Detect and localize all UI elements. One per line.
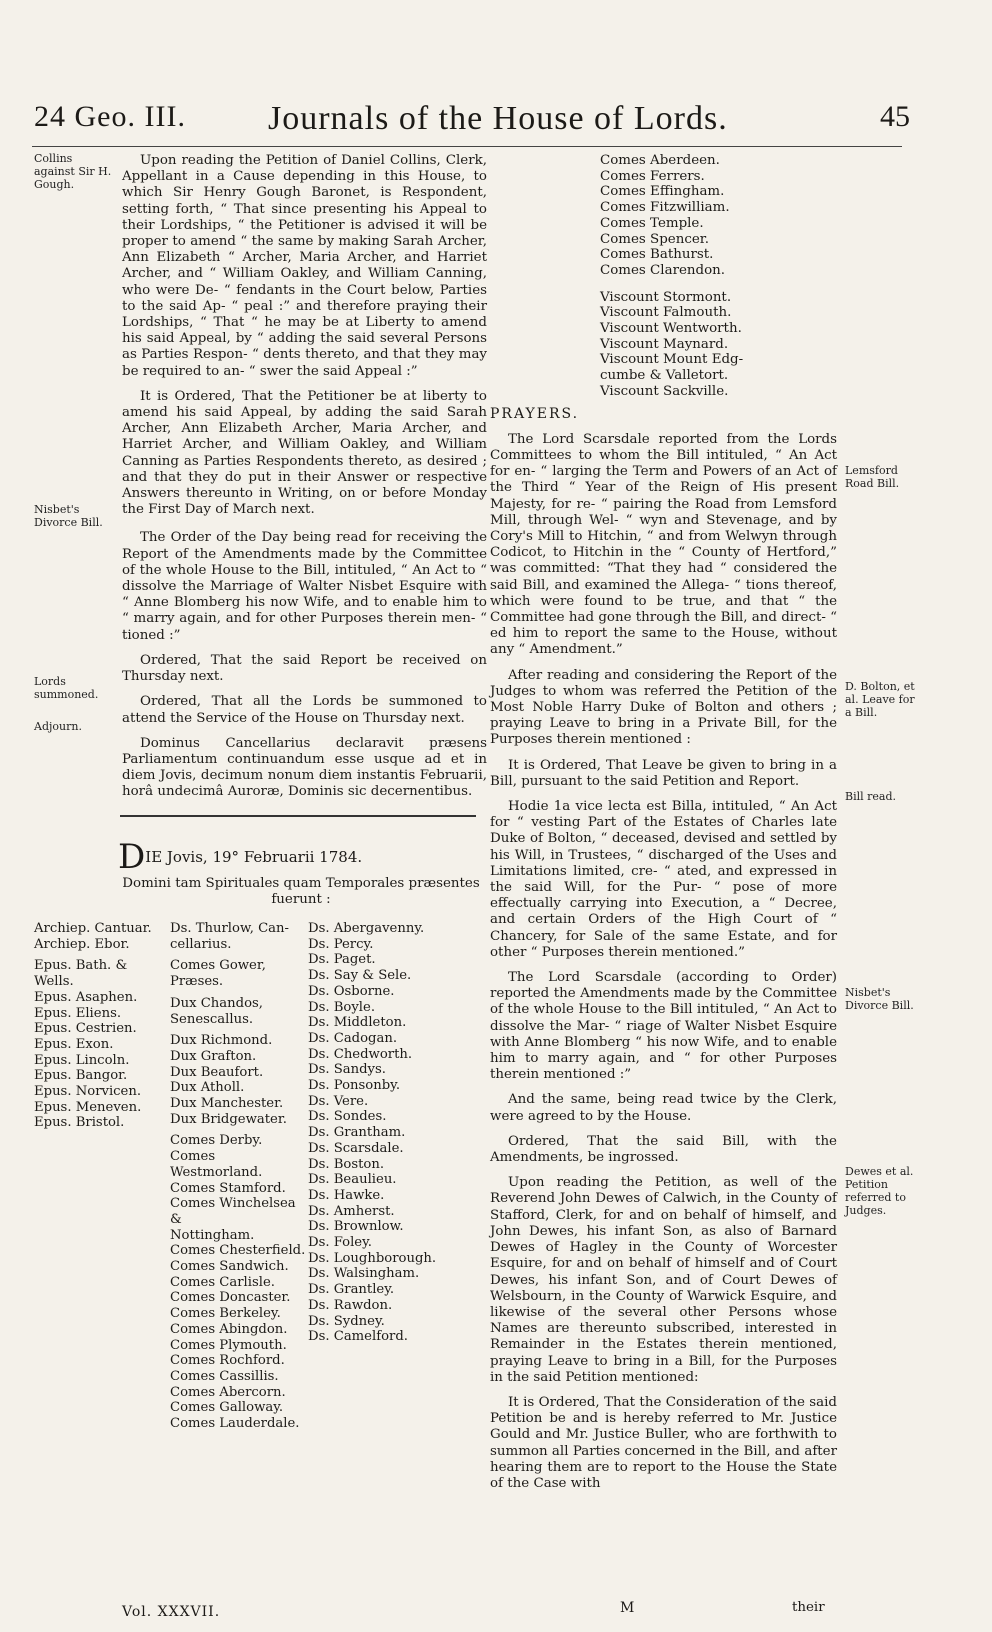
list-item: Ds. Chedworth.	[308, 1046, 413, 1062]
list-item: Ds. Grantham.	[308, 1125, 406, 1141]
list-item: Ds. Sondes.	[308, 1109, 387, 1125]
list-item: Comes Lauderdale.	[170, 1416, 300, 1432]
list-item: Ds. Percy.	[308, 936, 374, 952]
regnal-year: 24 Geo. III.	[34, 100, 186, 133]
list-item: Ds. Amherst.	[308, 1203, 395, 1219]
list-item: Ds. Scarsdale.	[308, 1140, 404, 1156]
list-item: Ds. Sydney.	[308, 1313, 385, 1329]
comes-list	[600, 153, 837, 279]
list-item: Dux Chandos,	[170, 995, 263, 1011]
list-item: Archiep. Cantuar.	[34, 921, 152, 936]
list-item: Senescallus.	[170, 1011, 254, 1027]
list-item: Ds. Vere.	[308, 1093, 369, 1109]
list-item: Ds. Cadogan.	[308, 1030, 398, 1046]
list-item: Comes Abingdon.	[170, 1321, 288, 1337]
list-item: Ds. Paget.	[308, 952, 376, 968]
list-item: Epus. Lincoln.	[34, 1052, 130, 1068]
list-item: Ds. Hawke.	[308, 1187, 385, 1203]
list-item: Ds. Foley.	[308, 1235, 373, 1251]
list-item: Viscount Mount Edg-	[600, 352, 744, 368]
list-item: Dux Bridgewater.	[170, 1111, 287, 1127]
list-item: Epus. Meneven.	[34, 1099, 142, 1115]
list-item: Comes Doncaster.	[170, 1290, 291, 1306]
list-item: Viscount Falmouth.	[600, 305, 732, 321]
volume-signature: Vol. XXXVII.	[122, 1604, 221, 1620]
list-item: Comes Spencer.	[600, 231, 709, 247]
list-item: Epus. Asaphen.	[34, 989, 138, 1005]
list-item: Epus. Bath. & Wells.	[34, 958, 128, 990]
list-item: Comes Temple.	[600, 215, 704, 231]
list-item: Epus. Bristol.	[34, 1115, 125, 1131]
die-heading	[118, 837, 484, 877]
collins-petition: Upon reading the Petition of Daniel Collins, Clerk, Appellant in a Cause depending in this House, to which Sir Henry Gough Baronet, is Respondent, setting forth, “ That since presenting his Appeal to their Lordships, “ the Petitioner is advised it will be proper to amend “ the same by making Sarah Archer, Ann Elizabeth “ Archer, Maria Archer, and Harriet Archer, and “ William Oakley, and William Canning, who were De- “ fendants in the Court below, Parties to the said Ap- “ peal :” and therefore praying their Lordships, “ That “ he may be at Liberty to amend his said Appeal, by “ adding the said several Persons as Parties Respon- “ dents thereto, and that they may be required to an- “ swer the said Appeal :”	[122, 153, 487, 379]
list-item: Epus. Exon.	[34, 1036, 114, 1052]
list-item: Dux Grafton.	[170, 1048, 257, 1064]
section-rule	[120, 815, 476, 817]
dewes-order: It is Ordered, That the Consideration of the said Petition be and is hereby referred to Mr. Justice Gould and Mr. Justice Buller, who are forthwith to summon all Parties concerned in the Bill, and after hearing them are to report to the House the State of the Case with	[490, 1394, 837, 1491]
list-item: Ds. Rawdon.	[308, 1297, 393, 1313]
die-initial: D	[118, 837, 146, 877]
side-note-nisbet: Nisbet's Divorce Bill.	[34, 503, 103, 529]
agreed-paragraph: And the same, being read twice by the Clerk, were agreed to by the House.	[490, 1092, 837, 1124]
list-item: Ds. Beaulieu.	[308, 1172, 397, 1188]
side-note-collins: Collins against Sir H. Gough.	[34, 152, 112, 191]
attendance-list-prelates	[34, 921, 154, 1137]
list-item: Ds. Brownlow.	[308, 1219, 404, 1235]
attendance-list-barons	[308, 921, 468, 1351]
list-item: Ds. Osborne.	[308, 983, 395, 999]
list-item: Dux Richmond.	[170, 1033, 273, 1049]
list-item: Comes Clarendon.	[600, 262, 726, 278]
list-item: Dux Atholl.	[170, 1080, 245, 1096]
nisbet-order: Ordered, That the said Report be received on Thursday next.	[122, 652, 487, 685]
list-item: Comes Gower,	[170, 958, 266, 974]
dewes-petition: Upon reading the Petition, as well of the Reverend John Dewes of Calwich, in the County of Stafford, Clerk, for and on behalf of himself, and John Dewes, his infant Son, as also of Barnard Dewes of Hagley in the County of Worcester Esquire, for and on behalf of himself and of Court Dewes, his infant Son, and of Court Dewes of Welsbourn, in the County of Warwick Esquire, and likewise of the several other Persons whose Names are thereunto subscribed, interested in Remainder in the Estates therein mentioned, praying Leave to bring in a Bill, for the Purposes in the said Petition mentioned:	[490, 1175, 837, 1385]
bolton-order: It is Ordered, That Leave be given to bring in a Bill, pursuant to the said Petition and Report.	[490, 757, 837, 789]
list-item: cellarius.	[170, 936, 232, 952]
list-item: Ds. Abergavenny.	[308, 921, 425, 936]
list-item: cumbe & Valletort.	[600, 368, 729, 384]
page-title: Journals of the House of Lords.	[268, 100, 728, 137]
list-item: Comes Rochford.	[170, 1353, 285, 1369]
prayers-heading: PRAYERS.	[490, 405, 580, 422]
collins-order: It is Ordered, That the Petitioner be at liberty to amend his said Appeal, by adding the said Sarah Archer, Ann Elizabeth Archer, Maria Archer, and Harriet Archer, and William Oakley, and William Canning as Parties Respondents thereto, as desired ; and that they do put in their Answer or respective Answers thereunto in Writing, on or before Monday the First Day of March next.	[122, 388, 487, 518]
bolton-paragraph: After reading and considering the Report of the Judges to whom was referred the Petition of the Most Noble Harry Duke of Bolton and others ; praying Leave to bring in a Private Bill, for the Purposes therein mentioned :	[490, 667, 837, 748]
list-item: Comes Galloway.	[170, 1400, 284, 1416]
list-item: Ds. Middleton.	[308, 1015, 407, 1031]
side-note-bill-read: Bill read.	[845, 790, 896, 803]
list-item: Comes Abercorn.	[170, 1384, 286, 1400]
list-item: Viscount Stormont.	[600, 289, 732, 305]
list-item: Archiep. Ebor.	[34, 936, 130, 952]
list-item: Comes Carlisle.	[170, 1274, 275, 1290]
list-item: Comes Derby.	[170, 1133, 263, 1149]
side-note-lemsford: Lemsford Road Bill.	[845, 464, 900, 490]
list-item: Nottingham.	[170, 1227, 255, 1243]
signature-mark: M	[620, 1600, 635, 1616]
list-item: Comes Ferrers.	[600, 168, 705, 184]
list-item: Comes Fitzwilliam.	[600, 200, 730, 216]
left-column	[122, 153, 487, 810]
list-item: Ds. Boston.	[308, 1156, 385, 1172]
list-item: Ds. Sandys.	[308, 1062, 386, 1078]
list-item: Epus. Norvicen.	[34, 1084, 142, 1100]
side-note-adjourn: Adjourn.	[34, 720, 82, 733]
list-item: Dux Beaufort.	[170, 1064, 264, 1080]
list-item: Comes Plymouth.	[170, 1337, 287, 1353]
list-item: Ds. Grantley.	[308, 1282, 395, 1298]
list-item: Epus. Eliens.	[34, 1005, 122, 1021]
list-item: Comes Aberdeen.	[600, 153, 720, 168]
list-item: Comes Cassillis.	[170, 1368, 279, 1384]
hodie-paragraph: Hodie 1a vice lecta est Billa, intituled, “ An Act for “ vesting Part of the Estates of Charles late Duke of Bolton, “ deceased, devised and settled by his Will, in Trustees, “ discharged of the Uses and Limitations limited, cre- “ ated, and expressed in the said Will, for the Pur- “ pose of more effectually carrying into Execution, a “ Decree, and certain Orders of the High Court of “ Chancery, for Sale of the same Estate, and for other “ Purposes therein mentioned.”	[490, 799, 837, 960]
header-rule	[32, 146, 902, 147]
list-item: Dux Manchester.	[170, 1096, 284, 1112]
list-item: Comes Westmorland.	[170, 1149, 263, 1180]
adjourn-text: Dominus Cancellarius declaravit præsens Parliamentum continuandum esse usque ad et in diem Jovis, decimum nonum diem instantis Februarii, horâ undecimâ Auroræ, Dominis sic decernentibus.	[122, 735, 487, 800]
domini-heading: Domini tam Spirituales quam Temporales præsentes fuerunt :	[122, 876, 480, 907]
list-item: Comes Chesterfield.	[170, 1243, 306, 1259]
viscount-list	[600, 290, 837, 400]
list-item: Ds. Walsingham.	[308, 1266, 420, 1282]
side-note-bolton: D. Bolton, et al. Leave for a Bill.	[845, 680, 915, 719]
lemsford-report: The Lord Scarsdale reported from the Lords Committees to whom the Bill intituled, “ An Act for en- “ larging the Term and Powers of an Act of the Third “ Year of the Reign of His present Majesty, for re- “ pairing the Road from Lemsford Mill, through Wel- “ wyn and Stevenage, and by Cory's Mill to Hitchin, “ and from Welwyn through Codicot, to Hitchin in the “ County of Hertford,” was committed: “That they had “ considered the said Bill, and examined the Allega- “ tions thereof, which were found to be true, and that “ the Committee had gone through the Bill, and direct- “ ed him to report the same to the House, without any “ Amendment.”	[490, 431, 837, 658]
list-item: Ds. Boyle.	[308, 999, 376, 1015]
attendance-list-peers	[170, 921, 310, 1438]
lords-order: Ordered, That all the Lords be summoned to attend the Service of the House on Thursday next.	[122, 694, 487, 726]
list-item: Viscount Wentworth.	[600, 321, 742, 337]
list-item: Comes Bathurst.	[600, 247, 714, 263]
engross-order: Ordered, That the said Bill, with the Amendments, be ingrossed.	[490, 1133, 837, 1166]
side-note-lords: Lords summoned.	[34, 675, 99, 701]
nisbet-paragraph: The Order of the Day being read for receiving the Report of the Amendments made by the Committee of the whole House to the Bill, intituled, “ An Act to “ dissolve the Marriage of Walter Nisbet Esquire with “ Anne Blomberg his now Wife, and to enable him to “ marry again, and for other Purposes therein men- “ tioned :”	[122, 530, 487, 643]
list-item: Comes Berkeley.	[170, 1306, 281, 1322]
list-item: Ds. Loughborough.	[308, 1250, 437, 1266]
list-item: Epus. Bangor.	[34, 1068, 128, 1084]
right-column	[490, 153, 837, 1501]
list-item: Comes Sandwich.	[170, 1259, 289, 1275]
list-item: Viscount Maynard.	[600, 336, 729, 352]
list-item: Ds. Thurlow, Can-	[170, 921, 289, 936]
list-item: Comes Effingham.	[600, 184, 725, 200]
list-item: Viscount Sackville.	[600, 383, 729, 399]
list-item: Comes Winchelsea &	[170, 1196, 296, 1227]
list-item: Comes Stamford.	[170, 1180, 286, 1196]
list-item: Præses.	[170, 974, 224, 990]
side-note-nisbet-divorce: Nisbet's Divorce Bill.	[845, 986, 914, 1012]
die-text: IE Jovis, 19° Februarii 1784.	[145, 848, 363, 866]
page-number: 45	[880, 100, 910, 133]
list-item: Ds. Ponsonby.	[308, 1078, 401, 1094]
list-item: Epus. Cestrien.	[34, 1021, 137, 1037]
side-note-dewes: Dewes et al. Petition referred to Judges.	[845, 1165, 914, 1217]
catchword: their	[792, 1600, 825, 1615]
list-item: Ds. Camelford.	[308, 1329, 408, 1345]
list-item: Ds. Say & Sele.	[308, 968, 412, 984]
nisbet-report: The Lord Scarsdale (according to Order) reported the Amendments made by the Committee of the whole House to the Bill intituled, “ An Act to dissolve the Mar- “ riage of Walter Nisbet Esquire with Anne Blomberg “ his now Wife, and to enable him to marry again, and “ for other Purposes therein mentioned :”	[490, 970, 837, 1083]
